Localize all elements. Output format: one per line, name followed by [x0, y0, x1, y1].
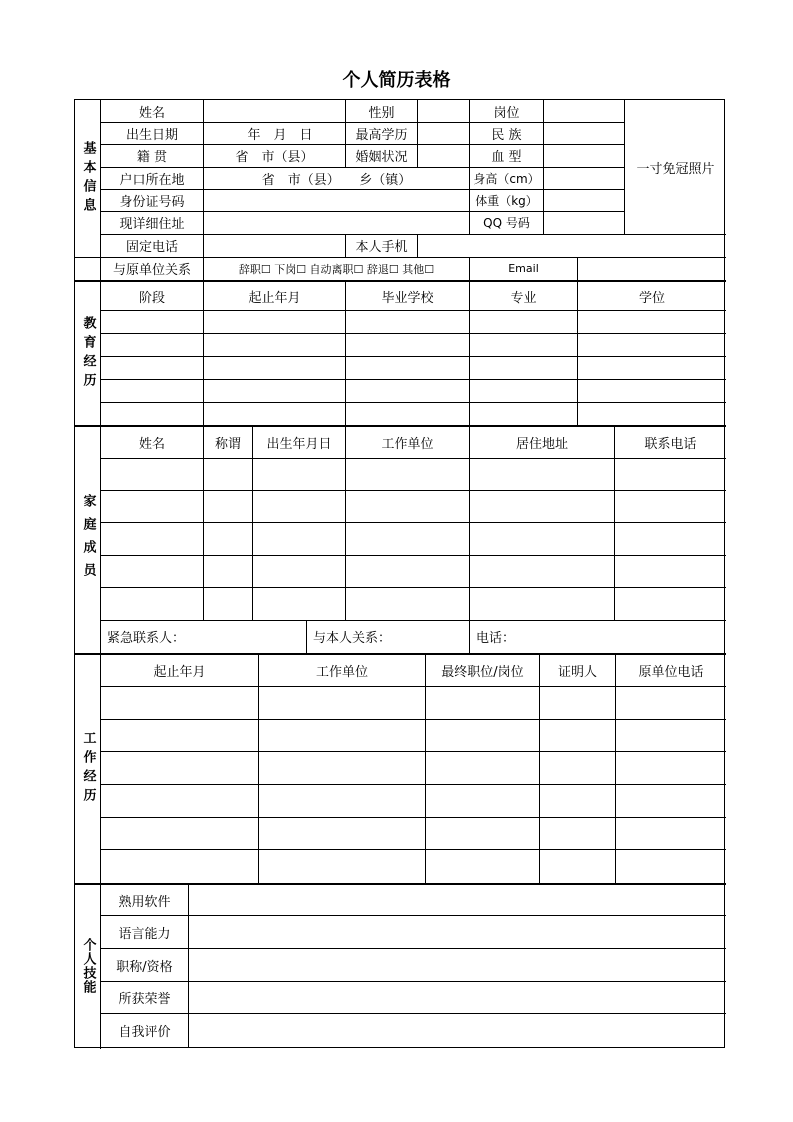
label-position: 岗位 [493, 105, 520, 121]
skill-language: 语言能力 [118, 926, 171, 942]
label-id-number: 身份证号码 [119, 194, 185, 210]
label-education: 最高学历 [355, 127, 408, 143]
family-header-title: 称谓 [214, 437, 241, 452]
section-label-skills-text: 个人技能 [80, 938, 96, 994]
label-qq: QQ 号码 [483, 216, 530, 230]
skill-software: 熟用软件 [118, 894, 171, 910]
label-emergency-phone: 电话： [476, 631, 516, 646]
relation-options: 辞职☐ 下岗☐ 自动离职☐ 辞退☐ 其他☐ [238, 262, 435, 276]
section-label-education [75, 282, 100, 425]
family-header-name: 姓名 [138, 437, 165, 452]
label-address: 现详细住址 [119, 217, 185, 232]
section-label-work [75, 655, 100, 883]
edu-header-stage: 阶段 [138, 290, 165, 306]
label-weight: 体重（kg） [475, 193, 538, 208]
label-native-place: 籍 贯 [136, 150, 168, 165]
work-header-previous-phone: 原单位电话 [638, 665, 704, 680]
family-header-employer: 工作单位 [381, 437, 434, 452]
label-hukou: 户口所在地 [119, 172, 185, 188]
section-label-basic-text: 基本信息 [80, 140, 96, 217]
label-landline: 固定电话 [125, 240, 178, 255]
section-label-family-text: 家庭成员 [80, 494, 96, 586]
label-name: 姓名 [138, 105, 165, 121]
edu-header-school: 毕业学校 [381, 290, 434, 306]
native-place-format: 省 市（县） [235, 150, 314, 165]
photo-placeholder: 一寸免冠照片 [636, 161, 715, 177]
page-title: 个人简历表格 [342, 70, 451, 91]
birth-date-format: 年 月 日 [247, 127, 313, 143]
work-header-final-position: 最终职位/岗位 [441, 665, 524, 680]
edu-header-period: 起止年月 [248, 290, 301, 306]
label-height: 身高（cm） [473, 171, 540, 186]
section-label-education-text: 教育经历 [80, 315, 96, 392]
hukou-format: 省 市（县） 乡（镇） [261, 172, 412, 188]
family-header-phone: 联系电话 [644, 437, 697, 452]
label-gender: 性别 [368, 105, 395, 121]
label-birth-date: 出生日期 [125, 127, 178, 143]
label-marital-status: 婚姻状况 [355, 150, 408, 165]
section-label-work-text: 工作经历 [80, 731, 96, 807]
skill-honors: 所获荣誉 [118, 992, 171, 1007]
edu-header-degree: 学位 [638, 290, 665, 306]
label-emergency-contact: 紧急联系人： [107, 631, 186, 646]
label-emergency-relationship: 与本人关系： [313, 631, 392, 646]
work-header-employer: 工作单位 [315, 665, 368, 680]
edu-header-major: 专业 [510, 290, 537, 306]
label-email: Email [508, 262, 539, 275]
skill-self-evaluation: 自我评价 [118, 1025, 171, 1040]
label-ethnicity: 民 族 [491, 127, 522, 143]
family-header-birth: 出生年月日 [266, 437, 332, 452]
work-header-reference: 证明人 [557, 665, 597, 680]
label-relation: 与原单位关系 [112, 263, 191, 278]
label-blood-type: 血 型 [491, 150, 522, 165]
family-header-address: 居住地址 [515, 437, 568, 452]
label-mobile: 本人手机 [355, 240, 408, 255]
resume-form [74, 99, 725, 1048]
section-label-basic [75, 100, 100, 257]
section-label-skills [75, 885, 100, 1047]
section-label-family [75, 427, 100, 653]
work-header-period: 起止年月 [153, 665, 206, 680]
skill-certification: 职称/资格 [116, 959, 173, 975]
